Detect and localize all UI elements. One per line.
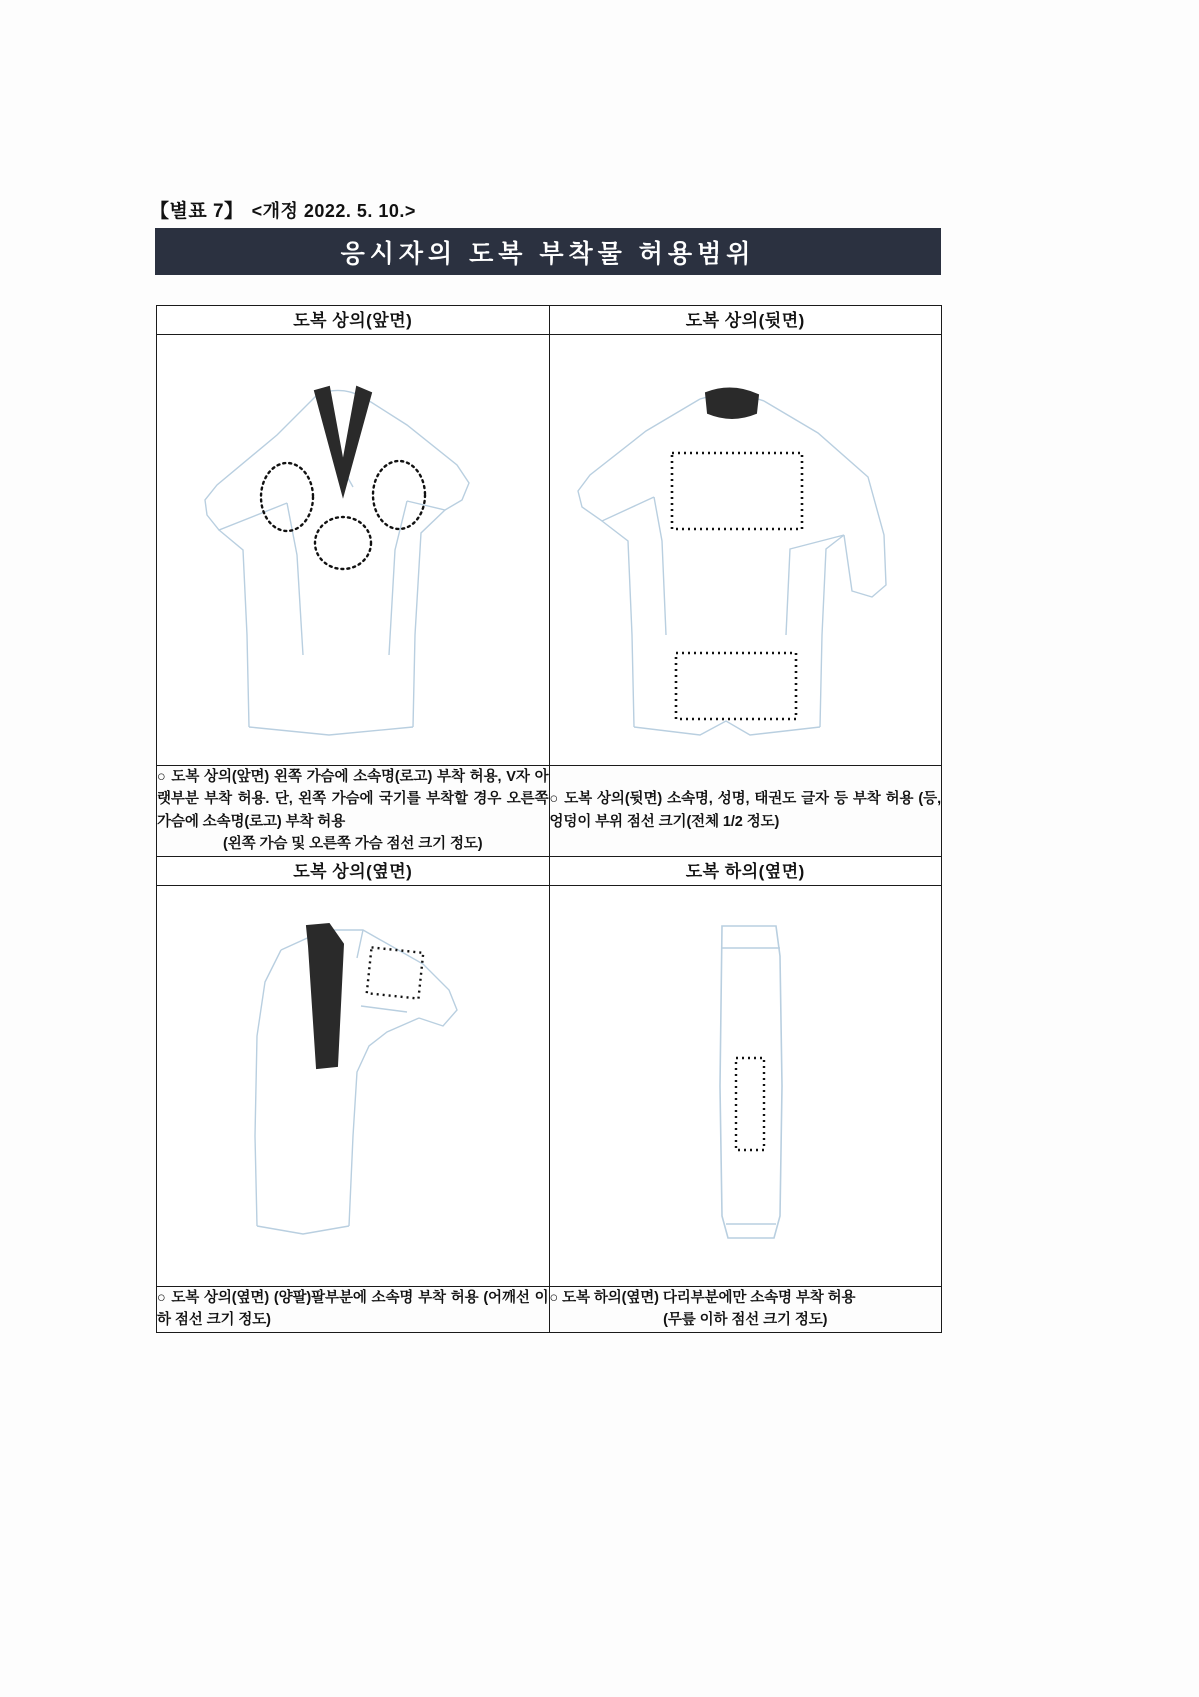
dobok-top-side-illustration bbox=[157, 886, 549, 1284]
attachment-number: 【별표 7】 bbox=[150, 201, 244, 222]
dotted-area-back bbox=[672, 453, 802, 529]
figure-cell-top-back bbox=[549, 335, 942, 766]
note-cell-top-back bbox=[549, 766, 942, 857]
collar-shape bbox=[307, 924, 343, 1068]
dotted-area-leg bbox=[736, 1058, 764, 1150]
table-row bbox=[157, 335, 942, 766]
collar-shape bbox=[315, 387, 371, 495]
note-cell-top-front bbox=[157, 766, 550, 857]
document-tag-line bbox=[150, 196, 416, 223]
column-header-bottom-side: 도복 하의(옆면) bbox=[549, 856, 942, 885]
note-text: ○ 도복 상의(뒷면) 소속명, 성명, 태권도 글자 등 부착 허용 (등, 엉덩이 부위 점선 크기(전체 1/2 정도) bbox=[549, 791, 941, 830]
note-text: ○ 도복 상의(옆면) (양팔)팔부분에 소속명 부착 허용 (어깨선 이하 점선 크기 정도) bbox=[157, 1289, 549, 1329]
dotted-area-sleeve bbox=[367, 947, 424, 998]
dotted-area-hip bbox=[676, 653, 796, 719]
note-cell-bottom-side bbox=[549, 1286, 942, 1332]
note-cell-top-side bbox=[157, 1286, 550, 1332]
dobok-top-front-illustration bbox=[157, 335, 549, 763]
column-header-top-front: 도복 상의(앞면) bbox=[157, 306, 550, 335]
column-header-top-side: 도복 상의(옆면) bbox=[157, 856, 550, 885]
table-row bbox=[157, 306, 942, 335]
table-row bbox=[157, 885, 942, 1286]
table-row bbox=[157, 1286, 942, 1332]
collar-shape bbox=[706, 388, 758, 418]
allowance-table bbox=[156, 305, 942, 1333]
dotted-area-left-chest bbox=[261, 463, 313, 531]
dobok-top-back-illustration bbox=[550, 335, 942, 763]
page-title: 응시자의 도복 부착물 허용범위 bbox=[155, 228, 941, 275]
note-subtext: (무릎 이하 점선 크기 정도) bbox=[663, 1312, 828, 1329]
dotted-area-right-chest bbox=[373, 461, 425, 529]
note-text: ○ 도복 하의(옆면) 다리부분에만 소속명 부착 허용 bbox=[549, 1289, 856, 1306]
table-row bbox=[157, 766, 942, 857]
table-row bbox=[157, 856, 942, 885]
column-header-top-back: 도복 상의(뒷면) bbox=[549, 306, 942, 335]
revision-date: <개정 2022. 5. 10.> bbox=[251, 201, 416, 221]
dobok-bottom-side-illustration bbox=[550, 886, 942, 1284]
figure-cell-top-front bbox=[157, 335, 550, 766]
dotted-area-under-v bbox=[315, 517, 371, 569]
figure-cell-bottom-side bbox=[549, 885, 942, 1286]
note-text: ○ 도복 상의(앞면) 왼쪽 가슴에 소속명(로고) 부착 허용, V자 아랫부분 부착 허용. 단, 왼쪽 가슴에 국기를 부착할 경우 오른쪽 가슴에 소속명(로고) 부착 허용 bbox=[157, 769, 549, 830]
figure-cell-top-side bbox=[157, 885, 550, 1286]
note-subtext: (왼쪽 가슴 및 오른쪽 가슴 점선 크기 정도) bbox=[223, 836, 483, 853]
